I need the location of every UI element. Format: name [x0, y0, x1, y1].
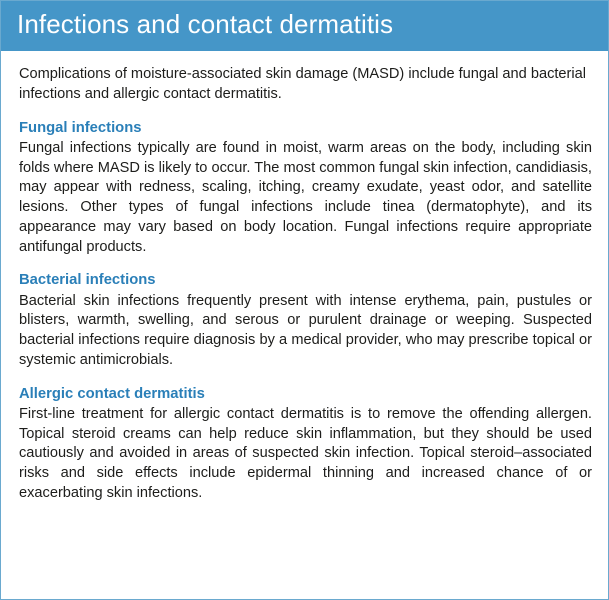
- section-bacterial-infections: [19, 271, 592, 370]
- section-heading: Fungal infections: [19, 119, 142, 136]
- section-heading: Allergic contact dermatitis: [19, 385, 205, 402]
- section-text: Fungal infections typically are found in moist, warm areas on the body, including skin folds where MASD is likely to occur. The most common fungal skin infection, candidiasis, may appear with redness, scaling, itching, creamy exudate, yeast odor, and satellite lesions. Other types of fungal infections include tinea (dermatophyte), and its appearance may vary based on body location. Fungal infections require appropriate antifungal products.: [19, 139, 592, 255]
- section-text: Bacterial skin infections frequently present with intense erythema, pain, pustules or blisters, warmth, swelling, and serous or purulent drainage or weeping. Suspected bacterial infections require diagnosis by a medical provider, who may prescribe topical or systemic antimicrobials.: [19, 292, 592, 368]
- section-text: First-line treatment for allergic contact dermatitis is to remove the offending allergen. Topical steroid creams can help reduce skin inflammation, but they should be used cautiously and avoided in areas of suspected skin infection. Topical steroid–associated risks and side effects include epidermal thinning and increased chance of or exacerbating skin infections.: [19, 405, 592, 501]
- section-fungal-infections: [19, 119, 592, 258]
- section-heading: Bacterial infections: [19, 272, 156, 289]
- panel-header: [1, 1, 608, 51]
- intro-paragraph: Complications of moisture-associated skin damage (MASD) include fungal and bacterial infections and allergic contact dermatitis.: [19, 65, 586, 102]
- section-allergic-contact-dermatitis: [19, 385, 592, 504]
- page-title: Infections and contact dermatitis: [17, 9, 394, 39]
- panel-body: [1, 51, 608, 599]
